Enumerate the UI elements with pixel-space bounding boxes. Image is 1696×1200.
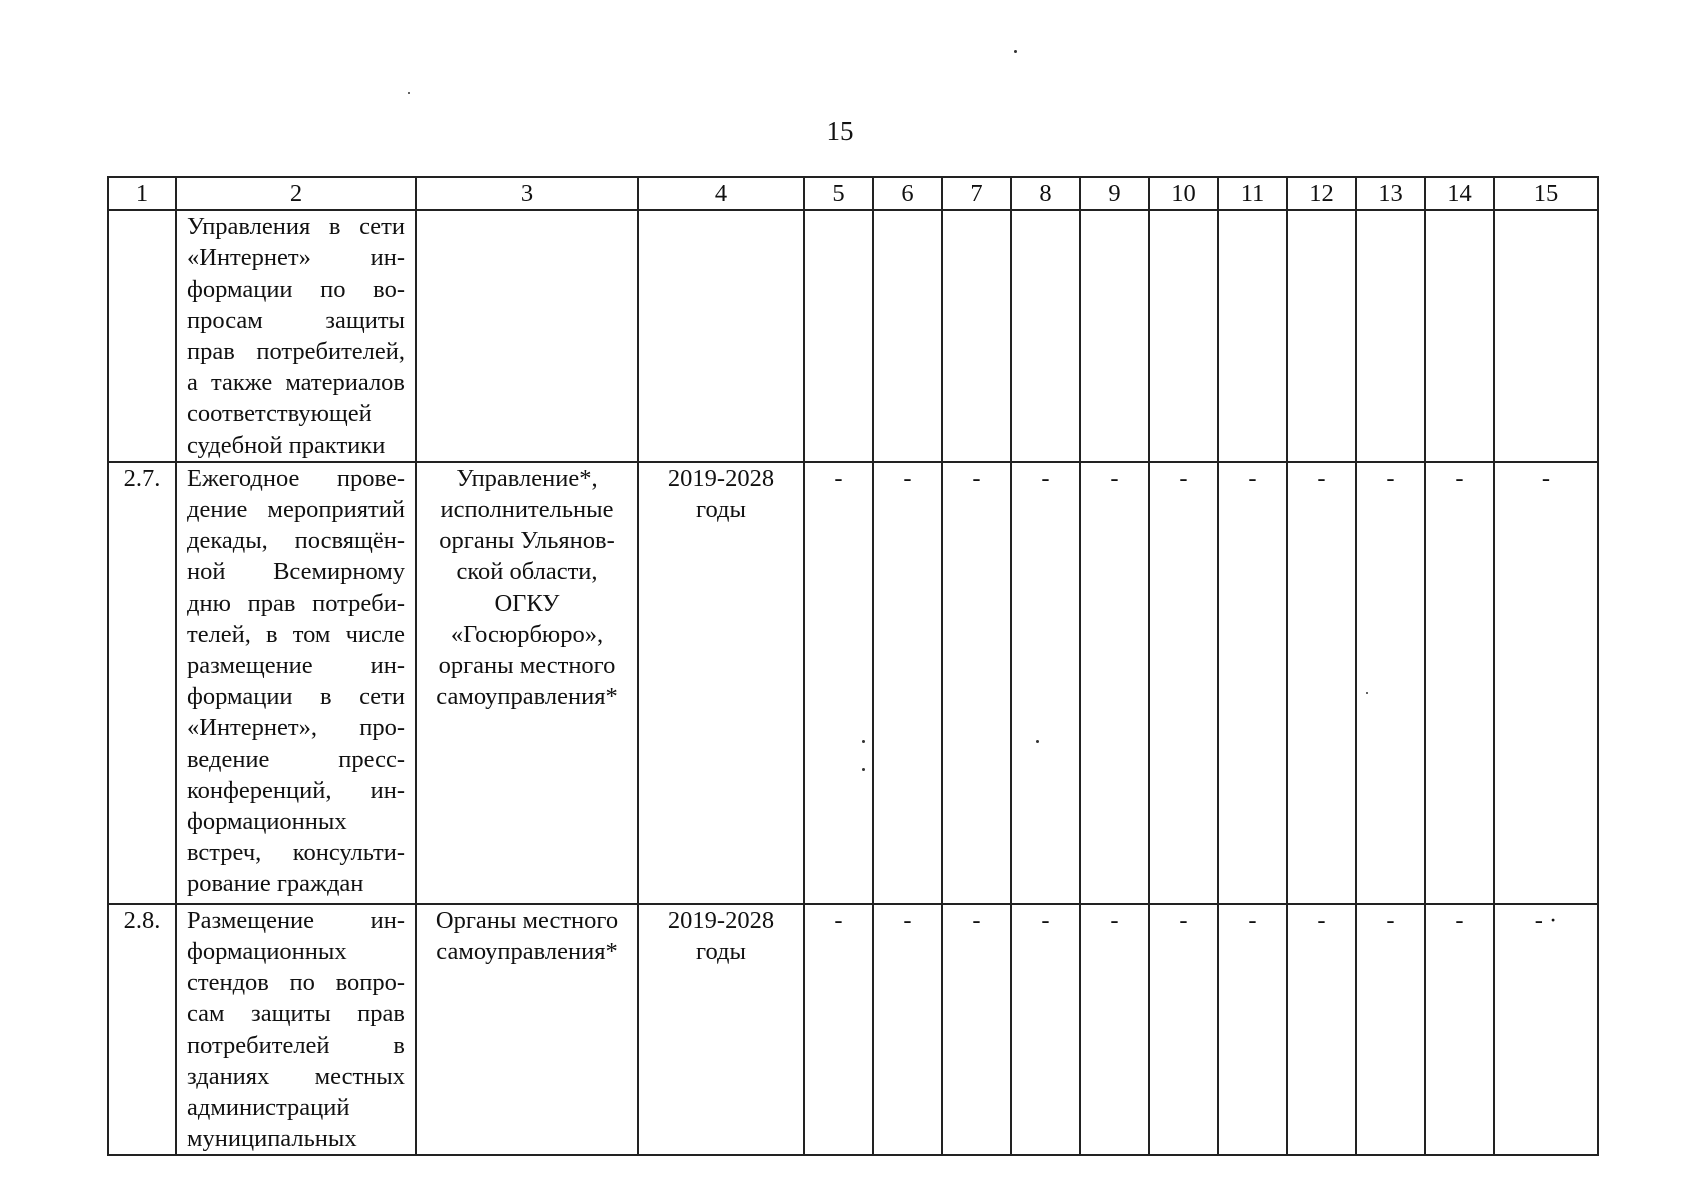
value-cell-8 — [1011, 210, 1080, 462]
scan-speck — [862, 740, 865, 743]
table-row — [108, 462, 1598, 904]
value-cell-11: - — [1218, 904, 1287, 1156]
description-line: формационных — [187, 938, 347, 966]
value-cell-12: - — [1287, 904, 1356, 1156]
item-number: 2.7. — [108, 462, 176, 904]
value-cell-13: - — [1356, 904, 1425, 1156]
value-cell-5 — [804, 210, 873, 462]
page-number: 15 — [826, 116, 854, 146]
header-cell-11: 11 — [1218, 177, 1287, 210]
period-line: 2019-2028 — [667, 464, 775, 492]
value-cell-9 — [1080, 210, 1149, 462]
value-cell-15: - — [1494, 462, 1598, 904]
header-cell-13: 13 — [1356, 177, 1425, 210]
value-cell-8: - — [1011, 462, 1080, 904]
value-cell-7 — [942, 210, 1011, 462]
value-cell-12: - — [1287, 462, 1356, 904]
header-row — [108, 177, 1598, 210]
value-cell-15: - · — [1494, 904, 1598, 1156]
header-cell-14: 14 — [1425, 177, 1494, 210]
scan-speck — [862, 768, 865, 771]
executors — [416, 210, 638, 462]
description-line: формации по во- — [187, 275, 405, 303]
description-line: дение мероприятий — [187, 496, 405, 524]
value-cell-14: - — [1425, 462, 1494, 904]
activity-description — [176, 904, 416, 1156]
executor-line: «Госюрбюро», — [450, 620, 604, 648]
period-line: годы — [696, 496, 746, 524]
period-line: годы — [696, 938, 746, 966]
value-cell-15 — [1494, 210, 1598, 462]
value-cell-7: - — [942, 904, 1011, 1156]
value-cell-9: - — [1080, 462, 1149, 904]
value-cell-7: - — [942, 462, 1011, 904]
executor-line: ОГКУ — [494, 589, 560, 617]
executor-line: органы местного — [438, 652, 616, 680]
value-cell-9: - — [1080, 904, 1149, 1156]
executor-line: исполнительные — [440, 496, 614, 524]
value-cell-11 — [1218, 210, 1287, 462]
description-line: стендов по вопро- — [187, 969, 405, 997]
executors — [416, 462, 638, 904]
description-line: судебной практики — [187, 431, 386, 459]
period — [638, 210, 804, 462]
header-cell-4: 4 — [638, 177, 804, 210]
header-cell-9: 9 — [1080, 177, 1149, 210]
header-cell-3: 3 — [416, 177, 638, 210]
value-cell-13: - — [1356, 462, 1425, 904]
activity-description — [176, 462, 416, 904]
scan-speck — [1014, 50, 1017, 53]
value-cell-10: - — [1149, 904, 1218, 1156]
description-line: формации в сети — [187, 683, 405, 711]
value-cell-13 — [1356, 210, 1425, 462]
program-table — [107, 176, 1599, 1156]
activity-description — [176, 210, 416, 462]
description-line: рование граждан — [187, 870, 364, 898]
scan-speck — [1366, 692, 1368, 694]
value-cell-10: - — [1149, 462, 1218, 904]
value-cell-14 — [1425, 210, 1494, 462]
description-line: Управления в сети — [187, 213, 405, 241]
description-line: прав потребителей, — [187, 338, 405, 366]
executor-line: ской области, — [456, 558, 598, 586]
description-line: муниципальных — [187, 1125, 357, 1153]
item-number: 2.8. — [108, 904, 176, 1156]
description-line: ведение пресс- — [187, 745, 405, 773]
description-line: просам защиты — [187, 306, 405, 334]
header-cell-2: 2 — [176, 177, 416, 210]
period-line: 2019-2028 — [667, 906, 775, 934]
value-cell-10 — [1149, 210, 1218, 462]
header-cell-8: 8 — [1011, 177, 1080, 210]
description-line: ной Всемирному — [187, 558, 405, 586]
description-line: Ежегодное прове- — [187, 464, 405, 492]
header-cell-7: 7 — [942, 177, 1011, 210]
value-cell-6: - — [873, 904, 942, 1156]
description-line: «Интернет», про- — [187, 714, 405, 742]
header-cell-1: 1 — [108, 177, 176, 210]
header-cell-6: 6 — [873, 177, 942, 210]
header-cell-10: 10 — [1149, 177, 1218, 210]
value-cell-11: - — [1218, 462, 1287, 904]
description-line: размещение ин- — [187, 652, 405, 680]
table-row — [108, 210, 1598, 462]
executor-line: Органы местного — [435, 906, 619, 934]
description-line: конференций, ин- — [187, 776, 405, 804]
header-cell-15: 15 — [1494, 177, 1598, 210]
header-cell-12: 12 — [1287, 177, 1356, 210]
description-line: сам защиты прав — [187, 1000, 405, 1028]
description-line: «Интернет» ин- — [187, 244, 405, 272]
description-line: дню прав потреби- — [187, 589, 405, 617]
description-line: а также материалов — [187, 369, 405, 397]
scan-speck — [1036, 740, 1039, 743]
value-cell-6: - — [873, 462, 942, 904]
header-cell-5: 5 — [804, 177, 873, 210]
value-cell-5: - — [804, 904, 873, 1156]
item-number — [108, 210, 176, 462]
description-line: телей, в том числе — [187, 620, 405, 648]
description-line: встреч, консульти- — [187, 839, 405, 867]
description-line: формационных — [187, 808, 347, 836]
executor-line: органы Ульянов- — [439, 527, 615, 555]
value-cell-6 — [873, 210, 942, 462]
executor-line: Управление*, — [456, 464, 598, 492]
description-line: декады, посвящён- — [187, 527, 405, 555]
value-cell-8: - — [1011, 904, 1080, 1156]
value-cell-5: - — [804, 462, 873, 904]
value-cell-12 — [1287, 210, 1356, 462]
table-row — [108, 904, 1598, 1156]
executor-line: самоуправления* — [436, 938, 618, 966]
value-cell-14: - — [1425, 904, 1494, 1156]
description-line: администраций — [187, 1094, 350, 1122]
period — [638, 904, 804, 1156]
description-line: Размещение ин- — [187, 906, 405, 934]
description-line: потребителей в — [187, 1031, 405, 1059]
executors — [416, 904, 638, 1156]
scan-speck — [408, 92, 410, 94]
description-line: зданиях местных — [187, 1062, 405, 1090]
executor-line: самоуправления* — [436, 683, 618, 711]
description-line: соответствующей — [187, 400, 372, 428]
period — [638, 462, 804, 904]
